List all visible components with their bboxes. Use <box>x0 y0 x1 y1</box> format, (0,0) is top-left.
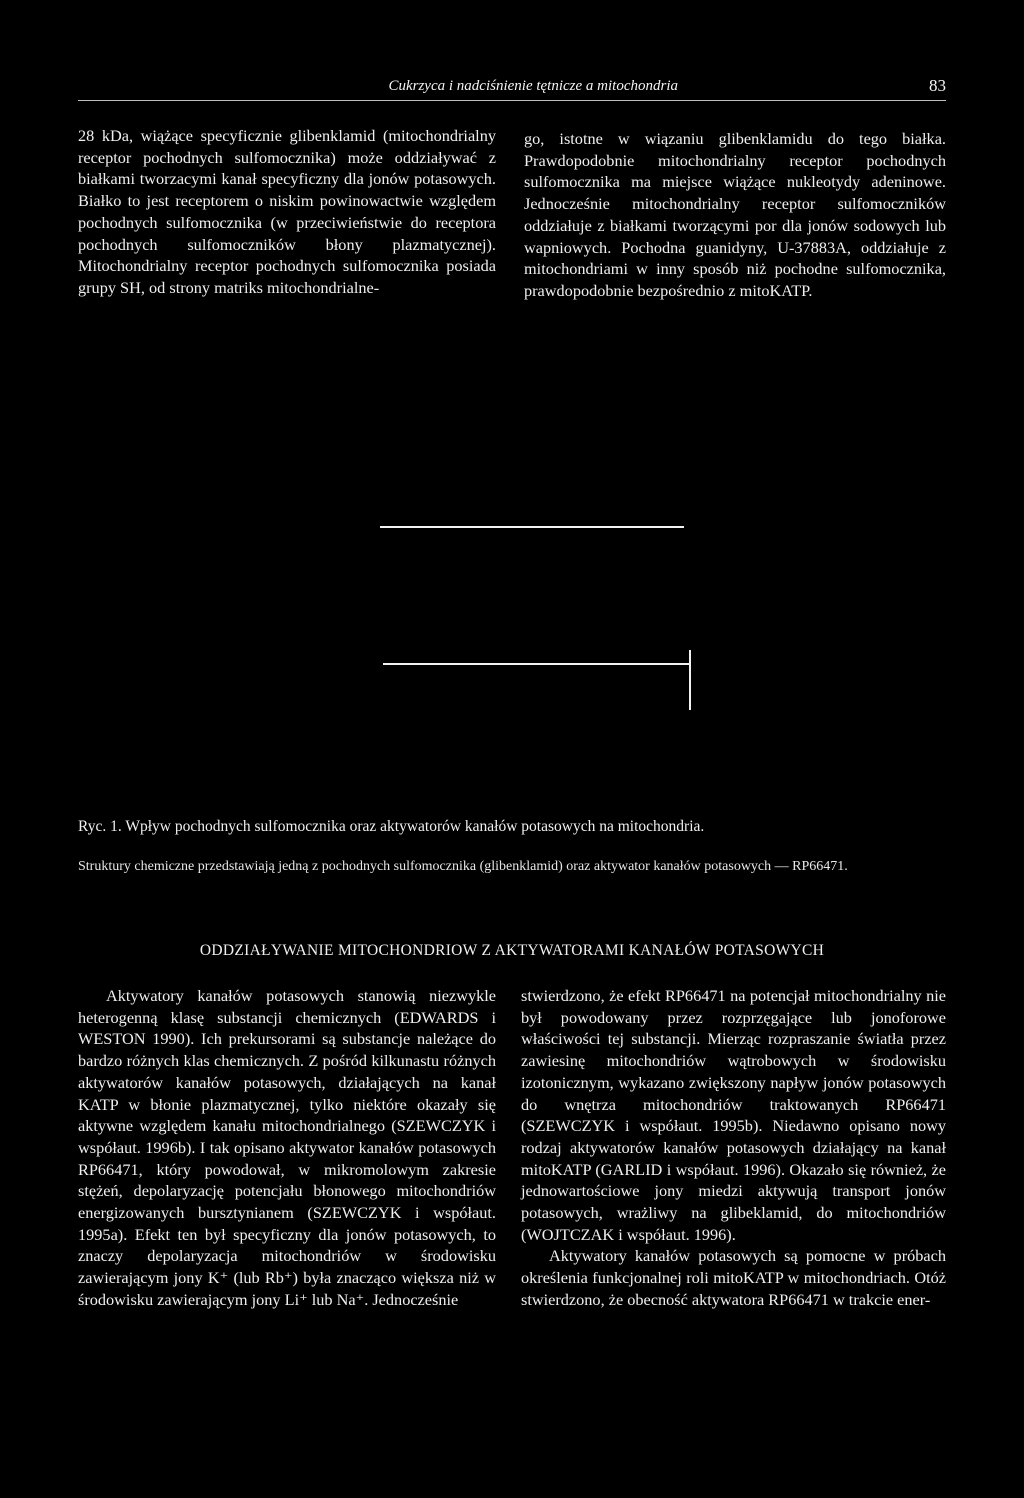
running-title: Cukrzyca i nadciśnienie tętnicze a mitochondria <box>388 78 678 94</box>
paragraph: 28 kDa, wiążące specyficznie glibenklamid (mitochondrialny receptor pochodnych sulfomocznika) może oddziaływać z białkami tworzacymi kanał specyficzny dla jonów potasowych. Białko to jest receptorem o niskim powinowactwie względem pochodnych sulfomocznika (w przeciwieństwie do receptora pochodnych sulfomoczników błony plazmatycznej). Mitochondrialny receptor pochodnych sulfomocznika posiada grupy SH, od strony matriks mitochondrialne- <box>78 126 496 297</box>
paragraph: Aktywatory kanałów potasowych stanowią niezwykle heterogenną klasę substancji chemicznych (EDWARDS i WESTON 1990). Ich prekursorami są substancje należące do bardzo różnych klas chemicznych. Z pośród kilkunastu różnych aktywatorów kanałów potasowych, działających na kanał KATP w błonie plazmatycznej, tylko niektóre okazały się aktywne względem kanału mitochondrialnego (SZEWCZYK i współaut. 1996b). I tak opisano aktywator kanałów potasowych RP66471, który powodował, w mikromolowym zakresie stężeń, depolaryzację potencjału błonowego mitochondriów energizowanych bursztynianem (SZEWCZYK i współaut. 1995a). Efekt ten był specyficzny dla jonów potasowych, to znaczy depolaryzacja mitochondriów w środowisku zawierającym jony K⁺ (lub Rb⁺) była znacząco większa niż w środowisku zawierającym jony Li⁺ lub Na⁺. Jednocześnie <box>78 986 496 1309</box>
page-number: 83 <box>929 76 946 95</box>
figure-note: Struktury chemiczne przedstawiają jedną z pochodnych sulfomocznika (glibenklamid) oraz aktywator kanałów potasowych — RP66471. <box>78 859 848 874</box>
figure-caption: Ryc. 1. Wpływ pochodnych sulfomocznika oraz aktywatorów kanałów potasowych na mitochondria. <box>78 818 705 835</box>
paragraph: stwierdzono, że efekt RP66471 na potencjał mitochondrialny nie był powodowany przez rozprzęgające lub jonoforowe właściwości tej substancji. Mierząc rozpraszanie światła przez zawiesinę mitochondriów wątrobowych w środowisku izotonicznym, wykazano zwiększony napływ jonów potasowych do wnętrza mitochondriów traktowanych RP66471 (SZEWCZYK i współaut. 1995b). Niedawno opisano nowy rodzaj aktywatorów kanałów potasowych działający na kanał mitoKATP (GARLID i współaut. 1996). Okazało się również, że jednowartościowe jony miedzi aktywują transport jonów potasowych, wrażliwy na glibeklamid, do mitochondriów (WOJTCZAK i współaut. 1996). <box>521 986 946 1244</box>
section-heading: ODDZIAŁYWANIE MITOCHONDRIOW Z AKTYWATORAMI KANAŁÓW POTASOWYCH <box>199 942 825 959</box>
paragraph: Aktywatory kanałów potasowych są pomocne w próbach określenia funkcjonalnej roli mitoKATP w mitochondriach. Otóż stwierdzono, że obecność aktywatora RP66471 w trakcie ener- <box>521 1246 946 1309</box>
paragraph: go, istotne w wiązaniu glibenklamidu do tego białka. Prawdopodobnie mitochondrialny receptor pochodnych sulfomocznika ma miejsce wiążące nukleotydy adeninowe. Jednocześnie mitochondrialny receptor sulfomoczników oddziałuje z białkami tworzącymi por dla jonów sodowych lub wapniowych. Pochodna guanidyny, U-37883A, oddziałuje z mitochondriami w inny sposób niż pochodne sulfomocznika, prawdopodobnie bezpośrednio z mitoKATP. <box>524 129 946 300</box>
text-column-bottom-left <box>78 985 496 1311</box>
text-column-bottom-right <box>521 985 946 1311</box>
